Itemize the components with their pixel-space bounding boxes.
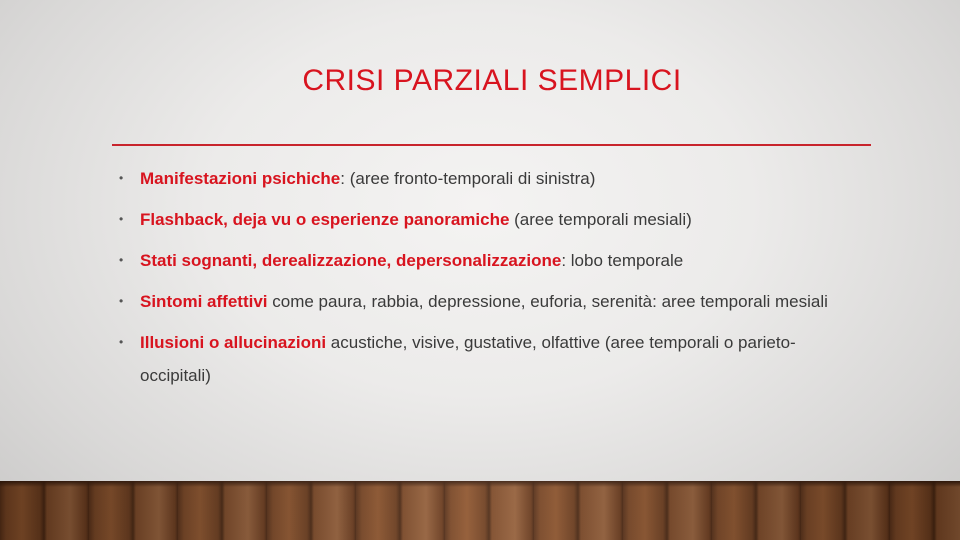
bullet-highlight: Sintomi affettivi: [140, 292, 268, 311]
bullet-icon: •: [119, 253, 124, 267]
slide-title: CRISI PARZIALI SEMPLICI: [302, 64, 682, 97]
bullet-item: [116, 203, 856, 236]
bullet-text: (aree temporali mesiali): [509, 210, 692, 229]
bullet-text: come paura, rabbia, depressione, euforia, serenità: aree temporali mesiali: [267, 292, 828, 311]
bullet-highlight: Manifestazioni psichiche: [140, 169, 341, 188]
bullet-item: [116, 285, 856, 318]
wood-floor: [0, 481, 960, 540]
title-divider: [112, 144, 871, 146]
bullet-list: [116, 162, 856, 392]
bullet-icon: •: [119, 212, 124, 226]
bullet-text: acustiche, visive, gustative, olfattive (aree temporali o parieto-occipitali): [140, 333, 796, 385]
bullet-icon: •: [119, 335, 124, 349]
bullet-item: [116, 244, 856, 277]
bullet-highlight: Stati sognanti, derealizzazione, depersonalizzazione: [140, 251, 562, 270]
bullet-text: : lobo temporale: [561, 251, 684, 270]
bullet-text: : (aree fronto-temporali di sinistra): [340, 169, 596, 188]
bullet-item: [116, 162, 856, 195]
bullet-highlight: Illusioni o allucinazioni: [140, 333, 327, 352]
bullet-icon: •: [119, 294, 124, 308]
bullet-highlight: Flashback, deja vu o esperienze panoramiche: [140, 210, 510, 229]
bullet-icon: •: [119, 171, 124, 185]
bullet-item: [116, 326, 856, 392]
